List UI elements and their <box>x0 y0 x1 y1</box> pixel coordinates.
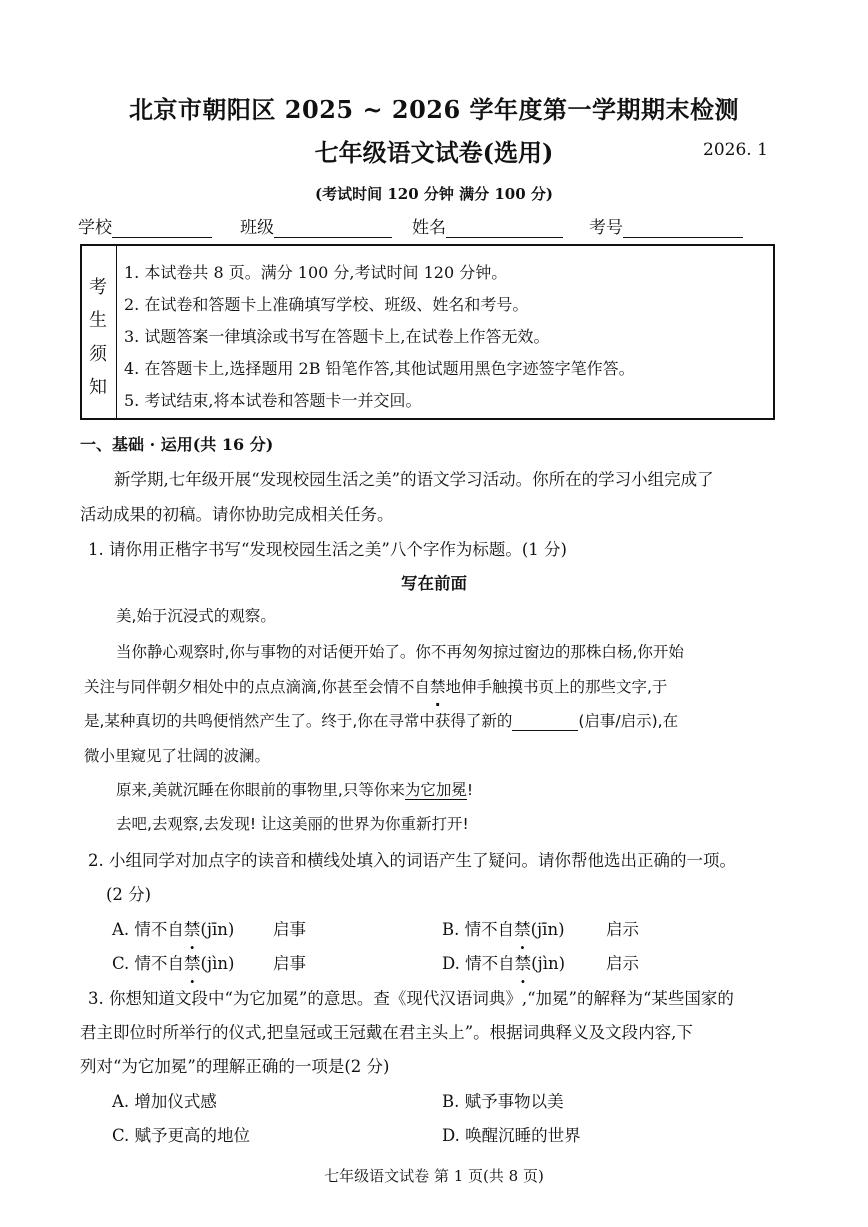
dotted-char: 禁 <box>514 920 531 939</box>
question-2-score: (2 分) <box>106 885 152 904</box>
exam-date: 2026. 1 <box>703 140 768 160</box>
q3-option-b[interactable]: B. 赋予事物以美 <box>442 1092 564 1111</box>
class-label: 班级 <box>240 218 274 238</box>
pinyin: (jìn) <box>531 954 566 973</box>
question-3: 3. 你想知道文段中“为它加冕”的意思。查《现代汉语词典》,“加冕”的解释为“某些国家的 <box>88 989 734 1008</box>
option-label: C. 情不自 <box>112 954 185 973</box>
q3-option-d[interactable]: D. 唤醒沉睡的世界 <box>442 1126 581 1145</box>
notice-head <box>82 246 117 418</box>
time-note: (考试时间 120 分钟 满分 100 分) <box>315 185 553 203</box>
student-info-row <box>78 213 758 238</box>
underlined-phrase: 为它加冕 <box>404 781 467 799</box>
question-3: 君主即位时所举行的仪式,把皇冠或王冠戴在君主头上”。根据词典释义及文段内容,下 <box>80 1023 693 1042</box>
candidate-notice-box <box>80 244 775 420</box>
passage-text: 地伸手触摸书页上的那些文字,于 <box>445 678 668 696</box>
exam-no-field[interactable] <box>589 213 743 238</box>
q2-option-c-word: 启事 <box>273 954 306 973</box>
intro-text: 新学期,七年级开展“发现校园生活之美”的语文学习活动。你所在的学习小组完成了 <box>114 470 714 489</box>
q2-option-c[interactable] <box>112 950 234 974</box>
exam-subtitle: 七年级语文试卷(选用) <box>314 138 554 167</box>
option-label: B. 情不自 <box>442 920 515 939</box>
page-footer: 七年级语文试卷 第 1 页(共 8 页) <box>324 1167 544 1185</box>
notice-item: 2. 在试卷和答题卡上准确填写学校、班级、姓名和考号。 <box>124 295 529 314</box>
pinyin: (jīn) <box>530 920 565 939</box>
notice-item: 1. 本试卷共 8 页。满分 100 分,考试时间 120 分钟。 <box>124 263 508 282</box>
notice-head-char: 须 <box>89 344 107 365</box>
name-label: 姓名 <box>412 218 446 238</box>
passage-text: ! <box>466 781 474 799</box>
pinyin: (jīn) <box>200 920 235 939</box>
dotted-char: 禁 <box>184 954 201 973</box>
question-3: 列对“为它加冕”的理解正确的一项是(2 分) <box>80 1057 390 1076</box>
notice-head-char: 考 <box>89 277 107 298</box>
notice-head-char: 知 <box>89 377 107 398</box>
class-field[interactable] <box>240 213 392 238</box>
passage-text: 原来,美就沉睡在你眼前的事物里,只等你来 <box>116 781 405 799</box>
q2-option-a-word: 启事 <box>273 920 306 939</box>
q3-option-a[interactable]: A. 增加仪式感 <box>112 1092 217 1111</box>
exam-no-blank[interactable] <box>623 217 743 238</box>
question-2: 2. 小组同学对加点字的读音和横线处填入的词语产生了疑问。请你帮他选出正确的一项。 <box>88 851 736 870</box>
passage-text: 是,某种真切的共鸣便悄然产生了。终于,你在寻常中获得了新的 <box>84 712 513 730</box>
option-label: D. 情不自 <box>442 954 515 973</box>
option-label: A. 情不自 <box>112 920 184 939</box>
passage-line: 当你静心观察时,你与事物的对话便开始了。你不再匆匆掠过窗边的那株白杨,你开始 <box>116 643 684 661</box>
q2-option-b-word: 启示 <box>606 920 639 939</box>
passage-line <box>84 675 667 697</box>
passage-line: 去吧,去观察,去发现! 让这美丽的世界为你重新打开! <box>116 815 469 833</box>
dotted-char: 禁 <box>514 954 532 973</box>
fill-blank[interactable] <box>512 714 578 731</box>
section-heading: 一、基础 · 运用(共 16 分) <box>80 435 274 454</box>
passage-line <box>116 778 473 800</box>
exam-title: 北京市朝阳区 2025 ~ 2026 学年度第一学期期末检测 <box>128 95 740 124</box>
passage-line: 美,始于沉浸式的观察。 <box>116 607 276 625</box>
passage-text: 关注与同伴朝夕相处中的点点滴滴,你甚至会情不自 <box>84 678 430 696</box>
school-field[interactable] <box>78 213 212 238</box>
school-label: 学校 <box>78 218 112 238</box>
pinyin: (jìn) <box>200 954 235 973</box>
notice-head-char: 生 <box>89 310 107 331</box>
passage-heading: 写在前面 <box>401 574 467 593</box>
q2-option-a[interactable] <box>112 916 234 940</box>
name-blank[interactable] <box>446 217 563 238</box>
notice-item: 4. 在答题卡上,选择题用 2B 铅笔作答,其他试题用黑色字迹签字笔作答。 <box>124 359 635 378</box>
passage-line <box>84 709 678 731</box>
passage-text: (启事/启示),在 <box>578 712 679 730</box>
question-1: 1. 请你用正楷字书写“发现校园生活之美”八个字作为标题。(1 分) <box>88 540 567 559</box>
intro-text: 活动成果的初稿。请你协助完成相关任务。 <box>80 505 394 524</box>
exam-no-label: 考号 <box>589 218 623 238</box>
class-blank[interactable] <box>274 217 392 238</box>
school-blank[interactable] <box>112 217 212 238</box>
passage-line: 微小里窥见了壮阔的波澜。 <box>84 747 271 765</box>
q2-option-d[interactable] <box>442 950 565 974</box>
q2-option-d-word: 启示 <box>606 954 639 973</box>
notice-item: 3. 试题答案一律填涂或书写在答题卡上,在试卷上作答无效。 <box>124 327 550 346</box>
dotted-char: 禁 <box>429 678 446 696</box>
dotted-char: 禁 <box>183 920 201 939</box>
name-field[interactable] <box>412 213 563 238</box>
q2-option-b[interactable] <box>442 916 565 940</box>
notice-item: 5. 考试结束,将本试卷和答题卡一并交回。 <box>124 391 422 410</box>
q3-option-c[interactable]: C. 赋予更高的地位 <box>112 1126 251 1145</box>
